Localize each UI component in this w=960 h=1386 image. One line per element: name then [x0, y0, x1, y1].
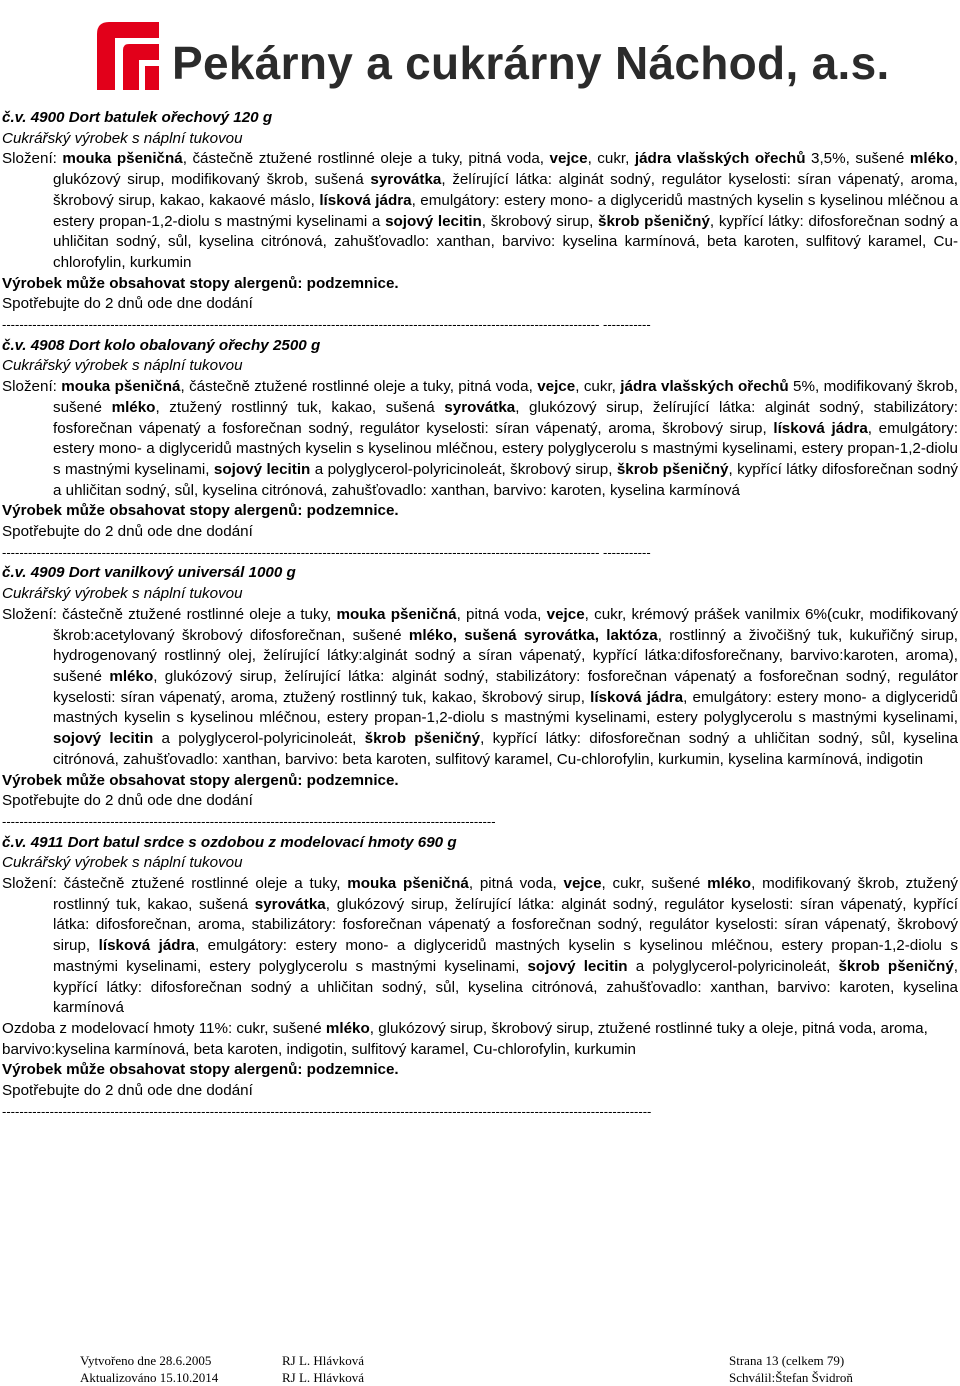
ingredient-text: , cukr,: [575, 378, 621, 396]
ingredient-text: , modifikovaný škrob, ztužený rostlinný tuk, kakao, sušená: [53, 875, 958, 913]
allergen-ingredient: sojový lecitin: [213, 460, 311, 478]
allergen-warning: Výrobek může obsahovat stopy alergenů: podzemnice.: [2, 502, 399, 520]
consume-by-note: Spotřebujte do 2 dnů ode dne dodání: [2, 792, 253, 810]
product-subtitle: Cukrářský výrobek s náplní tukovou: [2, 854, 243, 872]
allergen-ingredient: mouka pšeničná: [347, 875, 469, 893]
section-separator: ------------------------------------------------------------------------------------------------------------------------------------------------------: [2, 1103, 652, 1119]
allergen-warning: Výrobek může obsahovat stopy alergenů: podzemnice.: [2, 1061, 399, 1079]
ingredient-text: , kypřící látky: difosforečnan sodný a uhličitan sodný, sůl, kyselina citrónová, zahušťovadlo: xanthan, barvivo: beta karoten, sulfitový karamel, Cu-chlorofylin, kurkumin, kyselina karmínová, indigotin: [53, 730, 958, 768]
ingredient-text: , kypřící látky: difosforečnan sodný a uhličitan sodný, sůl, kyselina citrónová, zahušťovadlo: xanthan, barvivo: kyselina karmínová, beta karoten, sulfitový karamel, Cu-chlorofylin, kurkumin: [53, 212, 958, 271]
ingredient-text: , emulgátory: estery mono- a diglyceridů mastných kyselin s kyselinou mléčnou, estery propan-1,2-diolu s mastnými kyselinami, estery polyglycerolu s mastnými kyselinami,: [53, 688, 958, 727]
ingredient-text: , škrobový sirup,: [481, 212, 599, 230]
allergen-ingredient: sojový lecitin: [527, 957, 628, 975]
author-created: RJ L. Hlávková: [282, 1353, 364, 1368]
ingredient-text: a polyglycerol-polyricinoleát,: [153, 730, 365, 748]
decoration-composition: [2, 1019, 958, 1060]
document-footer: [0, 1352, 960, 1386]
ingredient-text: Ozdoba z modelovací hmoty 11%: cukr, sušené: [2, 1019, 326, 1037]
section-separator: ------------------------------------------------------------------------------------------------------------------: [2, 813, 496, 829]
product-list: [2, 108, 958, 1122]
consume-by-note: Spotřebujte do 2 dnů ode dne dodání: [2, 523, 253, 541]
allergen-ingredient: jádra vlašských ořechů: [634, 150, 806, 168]
allergen-ingredient: škrob pšeničný: [364, 730, 481, 748]
ingredient-text: , ztužený rostlinný tuk, kakao, sušená: [155, 398, 445, 416]
allergen-ingredient: mléko: [707, 875, 752, 893]
ingredient-text: , glukózový sirup, želírující látka: alginát sodný, regulátor kyselosti: síran vápenatý, kypřící látka: difosforečnan, aroma, stabilizátory: fosforečnan vápenatý a fosforečnan sodný, regulátor kyselosti: síran vápenatý, škrobový sirup,: [53, 895, 958, 955]
allergen-ingredient: vejce: [537, 378, 576, 396]
ingredient-text: a polyglycerol-polyricinoleát,: [627, 957, 839, 975]
allergen-ingredient: mléko: [325, 1019, 370, 1037]
product-code: č.v. 4908 Dort kolo obalovaný ořechy 2500 g: [2, 336, 321, 354]
ingredient-text: Složení: částečně ztužené rostlinné oleje a tuky,: [2, 875, 348, 893]
allergen-ingredient: mléko: [909, 150, 954, 168]
created-date: Vytvořeno dne 28.6.2005: [80, 1353, 212, 1368]
ingredient-text: Složení:: [2, 150, 63, 168]
allergen-ingredient: syrovátka: [370, 171, 442, 189]
allergen-ingredient: mouka pšeničná: [62, 150, 183, 168]
ingredient-text: , cukr, sušené: [601, 875, 708, 893]
ingredient-text: Složení: částečně ztužené rostlinné oleje a tuky,: [2, 605, 337, 623]
section-separator: ------------------------------------------------------------------------------------------------------------------------------------------ -----------: [2, 544, 651, 560]
allergen-ingredient: syrovátka: [254, 895, 326, 913]
allergen-ingredient: sojový lecitin: [53, 730, 154, 748]
ingredient-text: , glukózový sirup, škrobový sirup, ztužené rostlinné tuky a oleje, pitná voda, aroma, barvivo:kyselina karmínová, beta karoten, indigotin, sulfitový karamel, Cu-chlorofylin, kurkumin: [2, 1019, 928, 1058]
ingredient-text: , želírující látka: alginát sodný, regulátor kyselosti: síran vápenatý, aroma, škrobový sirup, kakao, kakaové máslo,: [53, 171, 958, 209]
approved-by: Schválil:Štefan Švidroň: [729, 1370, 853, 1385]
product-code: č.v. 4909 Dort vanilkový universál 1000 g: [2, 564, 296, 582]
ingredient-text: , glukózový sirup, želírující látka: alginát sodný, stabilizátory: fosforečnan vápenatý a fosforečnan sodný, regulátor kyselosti: síran vápenatý, aroma, škrobový sirup,: [53, 398, 958, 437]
allergen-warning: Výrobek může obsahovat stopy alergenů: podzemnice.: [2, 274, 399, 292]
ingredient-text: , kypřící látky: difosforečnan sodný a uhličitan sodný, sůl, kyselina citrónová, zahušťovadlo: xanthan, barvivo: karoten, kyselina karmínová: [53, 957, 958, 1017]
page-number: Strana 13 (celkem 79): [729, 1353, 845, 1368]
consume-by-note: Spotřebujte do 2 dnů ode dne dodání: [2, 1082, 253, 1100]
document-header: [0, 0, 960, 100]
product-composition: [2, 377, 958, 501]
product-subtitle: Cukrářský výrobek s náplní tukovou: [2, 585, 243, 603]
product-composition: [2, 874, 958, 1019]
ingredient-text: a polyglycerol-polyricinoleát, škrobový sirup,: [310, 460, 617, 478]
updated-date: Aktualizováno 15.10.2014: [80, 1370, 219, 1385]
allergen-ingredient: jádra vlašských ořechů: [620, 378, 789, 396]
allergen-ingredient: mouka pšeničná: [336, 605, 457, 623]
ingredient-text: Složení:: [2, 378, 62, 396]
product-subtitle: Cukrářský výrobek s náplní tukovou: [2, 357, 243, 375]
product-code: č.v. 4900 Dort batulek ořechový 120 g: [2, 109, 273, 126]
allergen-ingredient: lísková jádra: [319, 191, 412, 209]
product-composition: [2, 605, 958, 771]
allergen-ingredient: škrob pšeničný: [598, 212, 710, 230]
product-entry: [2, 108, 958, 336]
allergen-ingredient: sojový lecitin: [385, 212, 482, 230]
company-logo-icon: [97, 22, 159, 90]
allergen-ingredient: syrovátka: [444, 398, 516, 416]
ingredient-text: , částečně ztužené rostlinné oleje a tuky, pitná voda,: [180, 378, 538, 396]
ingredient-text: , glukózový sirup, želírující látka: alginát sodný, stabilizátory: fosforečnan vápenatý a fosforečnan sodný, regulátor kyselosti: síran vápenatý, aroma, ztužený rostlinný tuk, kakao, škrobový sirup,: [53, 667, 958, 706]
product-entry: [2, 336, 958, 564]
allergen-ingredient: škrob pšeničný: [838, 957, 954, 975]
section-separator: ------------------------------------------------------------------------------------------------------------------------------------------ -----------: [2, 317, 651, 333]
allergen-ingredient: lísková jádra: [590, 688, 684, 706]
allergen-ingredient: lísková jádra: [98, 937, 195, 955]
allergen-ingredient: vejce: [549, 150, 588, 168]
allergen-ingredient: mléko: [111, 398, 156, 416]
product-entry: [2, 833, 958, 1123]
product-subtitle: Cukrářský výrobek s náplní tukovou: [2, 129, 243, 147]
ingredient-text: , kypřící látky difosforečnan sodný a uhličitan sodný, sůl, kyselina citrónová, zahušťovadlo: xanthan, barvivo: karoten, kyselina karmínová: [53, 460, 958, 499]
product-entry: [2, 563, 958, 832]
ingredient-text: , emulgátory: estery mono- a diglyceridů mastných kyselin s kyselinou mléčnou, estery propan-1,2-diolu s mastnými kyselinami, estery polyglycerolu s mastnými kyselinami,: [53, 937, 958, 975]
ingredient-text: , částečně ztužené rostlinné oleje a tuky, pitná voda,: [182, 150, 550, 168]
ingredient-text: , pitná voda,: [456, 605, 547, 623]
allergen-ingredient: lísková jádra: [773, 419, 868, 437]
product-composition: [2, 149, 958, 273]
allergen-ingredient: vejce: [546, 605, 585, 623]
ingredient-text: , cukr,: [587, 150, 635, 168]
ingredient-text: , pitná voda,: [468, 875, 564, 893]
ingredient-text: , emulgátory: estery mono- a diglyceridů mastných kyselin s kyselinou mléčnou, estery polyglycerolu s mastnými kyselinami, estery propan-1,2-diolu s mastnými kyselinami,: [53, 419, 958, 478]
allergen-warning: Výrobek může obsahovat stopy alergenů: podzemnice.: [2, 771, 399, 789]
ingredient-text: , emulgátory: estery mono- a diglyceridů mastných kyselin s kyselinou mléčnou a estery propan-1,2-diolu s mastnými kyselinami a: [53, 191, 958, 230]
ingredient-text: 5%, modifikovaný škrob, sušené: [53, 378, 958, 416]
allergen-ingredient: škrob pšeničný: [616, 460, 729, 478]
ingredient-text: , glukózový sirup, modifikovaný škrob, sušená: [53, 150, 958, 189]
product-code: č.v. 4911 Dort batul srdce s ozdobou z modelovací hmoty 690 g: [2, 833, 457, 851]
consume-by-note: Spotřebujte do 2 dnů ode dne dodání: [2, 295, 253, 313]
ingredient-text: , cukr, krémový prášek vanilmix 6%(cukr, modifikovaný škrob:acetylovaný škrobový difosforečnan, sušené: [53, 605, 959, 644]
ingredient-text: , rostlinný a živočišný tuk, kukuřičný sirup, hydrogenovaný rostlinný olej, želírující látky:alginát sodný a síran vápenatý, kypřící látka:difosforečnany, barvivo:karoten, aroma), sušené: [53, 626, 958, 685]
author-updated: RJ L. Hlávková: [282, 1370, 364, 1385]
company-name: Pekárny a cukrárny Náchod, a.s.: [172, 37, 890, 89]
allergen-ingredient: mléko, sušená syrovátka, laktóza: [408, 626, 658, 644]
ingredient-text: 3,5%, sušené: [805, 150, 910, 168]
allergen-ingredient: vejce: [563, 875, 602, 893]
allergen-ingredient: mléko: [109, 667, 154, 685]
allergen-ingredient: mouka pšeničná: [61, 378, 181, 396]
